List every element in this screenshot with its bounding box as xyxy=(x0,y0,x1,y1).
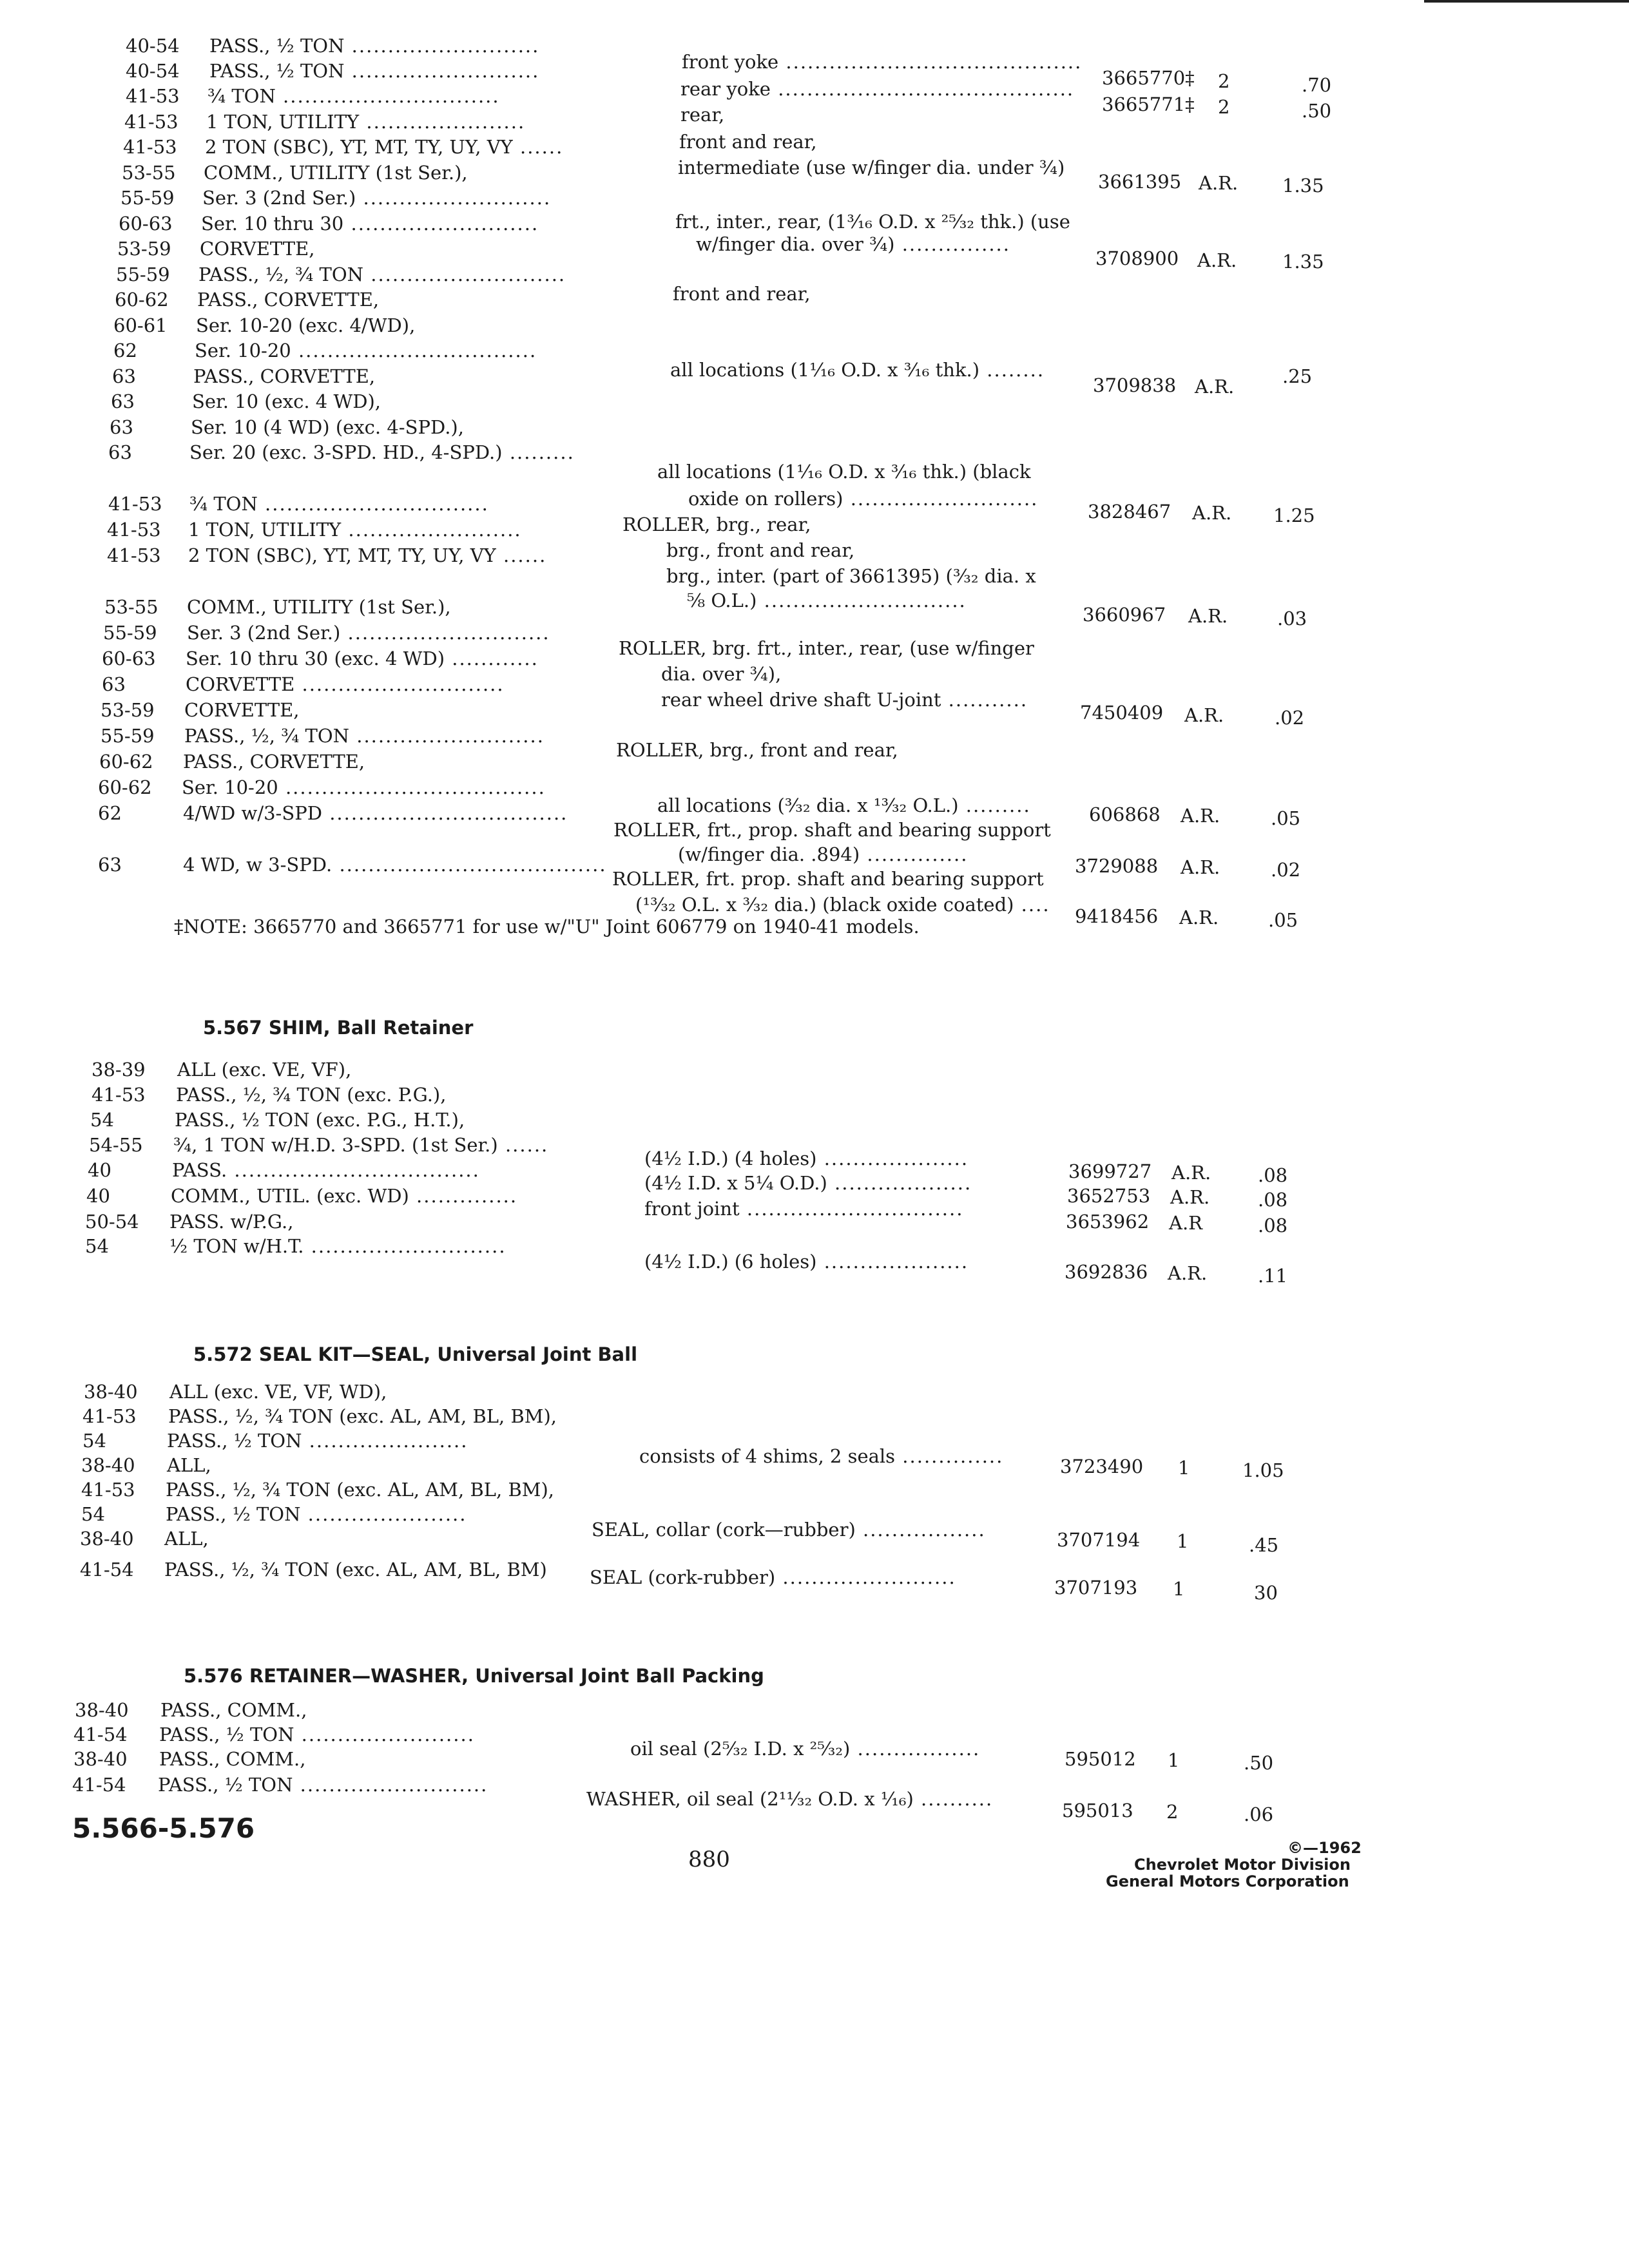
model-year: 53-55 xyxy=(104,596,159,618)
part-desc: (4½ I.D. x 5¼ O.D.) ................... xyxy=(644,1172,972,1194)
model-year: 60-63 xyxy=(119,213,173,235)
model-desc: Ser. 10 (4 WD) (exc. 4-SPD.), xyxy=(191,416,464,438)
part-desc: all locations (1¹⁄₁₆ O.D. x ³⁄₁₆ thk.) ........ xyxy=(670,359,1045,381)
copyright: ©—1962 xyxy=(1287,1839,1362,1857)
part-desc: ROLLER, brg., front and rear, xyxy=(616,739,898,761)
model-year: 63 xyxy=(110,416,133,438)
section-heading: 5.572 SEAL KIT—SEAL, Universal Joint Ball xyxy=(193,1343,638,1365)
part-number: 3723490 xyxy=(1060,1456,1144,1477)
part-number: 595012 xyxy=(1065,1748,1136,1770)
model-year: 60-62 xyxy=(98,776,152,798)
model-year: 40-54 xyxy=(126,35,180,57)
model-desc: Ser. 10 thru 30 .......................... xyxy=(201,213,539,235)
part-desc: w/finger dia. over ¾) ............... xyxy=(696,233,1010,255)
model-desc: 2 TON (SBC), YT, MT, TY, UY, VY ...... xyxy=(205,136,564,158)
model-year: 41-53 xyxy=(107,519,161,541)
section-heading: 5.567 SHIM, Ball Retainer xyxy=(203,1017,474,1039)
model-desc: ½ TON w/H.T. ........................... xyxy=(169,1235,506,1257)
model-year: 63 xyxy=(102,673,126,695)
part-desc: rear yoke ......................................... xyxy=(680,78,1075,100)
model-desc: PASS. .................................. xyxy=(172,1159,480,1181)
part-desc: (¹³⁄₃₂ O.L. x ³⁄₃₂ dia.) (black oxide coated) .... xyxy=(635,894,1050,916)
model-desc: ALL (exc. VE, VF), xyxy=(177,1059,352,1081)
quantity: A.R. xyxy=(1168,1262,1208,1284)
quantity: A.R. xyxy=(1195,376,1235,398)
model-desc: CORVETTE, xyxy=(184,699,300,721)
model-desc: PASS., ½ TON ...................... xyxy=(166,1503,467,1525)
model-year: 50-54 xyxy=(85,1211,139,1233)
model-year: 41-53 xyxy=(108,493,162,515)
model-year: 60-62 xyxy=(115,289,169,311)
model-year: 40 xyxy=(88,1159,111,1181)
model-year: 54 xyxy=(85,1235,109,1257)
part-desc: (4½ I.D.) (6 holes) .................... xyxy=(644,1251,969,1273)
model-desc: PASS., ½ TON (exc. P.G., H.T.), xyxy=(175,1109,465,1131)
quantity: A.R. xyxy=(1188,605,1228,627)
part-number: 3692836 xyxy=(1065,1261,1148,1283)
price: .45 xyxy=(1249,1534,1279,1556)
model-desc: 1 TON, UTILITY ........................ xyxy=(188,519,522,541)
price: .50 xyxy=(1302,100,1332,122)
model-year: 54 xyxy=(90,1109,114,1131)
section-heading: 5.576 RETAINER—WASHER, Universal Joint Ball Packing xyxy=(184,1665,764,1687)
model-year: 41-53 xyxy=(82,1405,137,1427)
model-year: 38-40 xyxy=(73,1748,128,1770)
part-desc: ROLLER, frt. prop. shaft and bearing support xyxy=(612,868,1044,890)
model-desc: 1 TON, UTILITY ...................... xyxy=(206,111,526,133)
model-desc: 2 TON (SBC), YT, MT, TY, UY, VY ...... xyxy=(188,544,547,566)
part-number: 606868 xyxy=(1089,803,1161,825)
part-number: 3652753 xyxy=(1067,1185,1151,1207)
part-number: 3709838 xyxy=(1093,374,1177,396)
model-desc: ALL, xyxy=(164,1528,209,1550)
model-desc: PASS., ½, ¾ TON (exc. AL, AM, BL, BM), xyxy=(168,1405,557,1427)
price: .05 xyxy=(1268,909,1298,931)
price: .02 xyxy=(1271,859,1301,881)
model-desc: Ser. 20 (exc. 3-SPD. HD., 4-SPD.) ......... xyxy=(189,441,575,463)
quantity: 1 xyxy=(1178,1457,1190,1479)
price: .11 xyxy=(1258,1265,1288,1287)
model-desc: PASS., ½, ¾ TON ........................... xyxy=(198,264,566,285)
quantity: A.R. xyxy=(1181,805,1220,827)
quantity: A.R. xyxy=(1179,907,1219,928)
part-desc: frt., inter., rear, (1³⁄₁₆ O.D. x ²⁵⁄₃₂ thk.) (use xyxy=(675,211,1070,233)
part-number: 3729088 xyxy=(1075,855,1159,877)
price: .50 xyxy=(1244,1752,1274,1774)
part-desc: brg., inter. (part of 3661395) (³⁄₃₂ dia. x xyxy=(666,565,1036,587)
part-desc: SEAL (cork-rubber) ........................ xyxy=(590,1566,956,1588)
model-year: 41-53 xyxy=(126,85,180,107)
model-desc: PASS., COMM., xyxy=(159,1748,306,1770)
part-number: 3707193 xyxy=(1054,1577,1138,1599)
footnote: ‡NOTE: 3665770 and 3665771 for use w/"U" Joint 606779 on 1940-41 models. xyxy=(174,916,920,937)
quantity: 2 xyxy=(1166,1801,1179,1823)
quantity: 2 xyxy=(1218,96,1230,118)
model-desc: ALL, xyxy=(167,1454,211,1476)
model-desc: 4/WD w/3-SPD ................................. xyxy=(183,802,568,824)
part-number: 3653962 xyxy=(1066,1211,1150,1233)
model-desc: PASS., ½ TON .......................... xyxy=(209,35,540,57)
part-desc: (4½ I.D.) (4 holes) .................... xyxy=(644,1148,969,1169)
part-desc: SEAL, collar (cork—rubber) ................. xyxy=(592,1519,986,1541)
model-desc: ¾ TON .............................. xyxy=(207,85,500,107)
quantity: A.R. xyxy=(1170,1186,1210,1208)
model-year: 41-53 xyxy=(92,1084,146,1106)
part-number: 3708900 xyxy=(1095,247,1179,269)
quantity: A.R. xyxy=(1184,704,1224,726)
quantity: 1 xyxy=(1177,1530,1189,1552)
model-desc: PASS., ½ TON .......................... xyxy=(158,1774,488,1796)
model-year: 63 xyxy=(108,441,132,463)
page-number: 880 xyxy=(688,1847,730,1872)
model-desc: COMM., UTILITY (1st Ser.), xyxy=(187,596,451,618)
model-year: 62 xyxy=(113,340,137,361)
part-desc: all locations (1¹⁄₁₆ O.D. x ³⁄₁₆ thk.) (black xyxy=(657,461,1031,483)
model-year: 38-40 xyxy=(84,1381,138,1403)
price: .05 xyxy=(1271,807,1301,829)
model-year: 54-55 xyxy=(89,1134,143,1156)
model-year: 60-61 xyxy=(113,314,168,336)
model-desc: CORVETTE, xyxy=(200,238,315,260)
part-desc: WASHER, oil seal (2¹¹⁄₃₂ O.D. x ¹⁄₁₆) .......... xyxy=(586,1788,994,1810)
part-desc: ROLLER, brg., rear, xyxy=(622,514,811,535)
model-desc: PASS., ½, ¾ TON (exc. P.G.), xyxy=(176,1084,447,1106)
part-number: 3665770‡ xyxy=(1102,67,1195,89)
price: 1.05 xyxy=(1242,1459,1284,1481)
price: .02 xyxy=(1275,707,1305,729)
model-year: 54 xyxy=(81,1503,105,1525)
publisher-corp: General Motors Corporation xyxy=(1106,1872,1349,1890)
model-year: 60-62 xyxy=(99,751,153,773)
part-desc: all locations (³⁄₃₂ dia. x ¹³⁄₃₂ O.L.) ......... xyxy=(657,794,1031,816)
model-year: 63 xyxy=(98,854,122,876)
part-desc: intermediate (use w/finger dia. under ¾) xyxy=(678,157,1065,178)
model-year: 38-39 xyxy=(92,1059,146,1081)
part-desc: ROLLER, frt., prop. shaft and bearing support xyxy=(613,819,1051,841)
model-desc: PASS., ½, ¾ TON .......................... xyxy=(184,725,545,747)
model-year: 38-40 xyxy=(80,1528,134,1550)
model-year: 41-53 xyxy=(81,1479,135,1501)
quantity: A.R. xyxy=(1171,1162,1211,1184)
top-rule xyxy=(1424,0,1629,3)
quantity: 2 xyxy=(1218,70,1230,92)
model-year: 62 xyxy=(98,802,122,824)
part-number: 3665771‡ xyxy=(1102,93,1195,115)
publisher-division: Chevrolet Motor Division xyxy=(1134,1856,1351,1874)
model-desc: PASS., CORVETTE, xyxy=(193,365,376,387)
part-desc: ⅝ O.L.) ............................ xyxy=(687,590,967,611)
model-year: 40-54 xyxy=(126,60,180,82)
part-desc: oxide on rollers) .......................... xyxy=(688,488,1039,510)
part-desc: dia. over ¾), xyxy=(661,663,782,685)
model-desc: PASS., ½ TON .......................... xyxy=(209,60,540,82)
part-desc: front and rear, xyxy=(679,131,817,153)
part-desc: front yoke ......................................... xyxy=(682,51,1083,73)
model-year: 63 xyxy=(111,390,135,412)
price: .08 xyxy=(1258,1164,1288,1186)
part-desc: oil seal (2⁵⁄₃₂ I.D. x ²⁵⁄₃₂) ................. xyxy=(630,1738,981,1760)
model-desc: PASS., CORVETTE, xyxy=(183,751,365,773)
price: 1.25 xyxy=(1273,505,1315,526)
price: .08 xyxy=(1258,1189,1288,1211)
model-year: 41-54 xyxy=(73,1724,128,1745)
part-number: 9418456 xyxy=(1075,905,1159,927)
model-year: 41-54 xyxy=(72,1774,126,1796)
model-year: 40 xyxy=(86,1185,110,1207)
model-desc: PASS., ½, ¾ TON (exc. AL, AM, BL, BM), xyxy=(166,1479,554,1501)
model-desc: Ser. 10 thru 30 (exc. 4 WD) ............ xyxy=(186,648,539,669)
model-desc: PASS., ½ TON ........................ xyxy=(159,1724,475,1745)
part-desc: ROLLER, brg. frt., inter., rear, (use w/finger xyxy=(619,637,1034,659)
model-year: 41-54 xyxy=(80,1559,134,1581)
part-desc: (w/finger dia. .894) .............. xyxy=(678,843,969,865)
quantity: 1 xyxy=(1168,1749,1180,1771)
model-year: 55-59 xyxy=(101,725,155,747)
quantity: A.R xyxy=(1169,1212,1202,1234)
quantity: A.R. xyxy=(1199,172,1239,194)
model-desc: 4 WD, w 3-SPD. ..................................... xyxy=(183,854,607,876)
part-desc: front and rear, xyxy=(673,283,811,305)
model-desc: PASS., CORVETTE, xyxy=(197,289,380,311)
quantity: A.R. xyxy=(1192,502,1232,524)
price: .03 xyxy=(1277,608,1307,629)
model-desc: PASS., COMM., xyxy=(160,1699,307,1721)
model-desc: Ser. 3 (2nd Ser.) .......................... xyxy=(202,187,552,209)
part-number: 3660967 xyxy=(1083,604,1166,626)
part-number: 3707194 xyxy=(1057,1529,1141,1551)
model-year: 55-59 xyxy=(120,187,175,209)
model-year: 53-59 xyxy=(117,238,171,260)
model-desc: ¾ TON ............................... xyxy=(189,493,489,515)
price: 1.35 xyxy=(1282,251,1324,273)
model-desc: COMM., UTILITY (1st Ser.), xyxy=(204,162,468,184)
model-year: 53-59 xyxy=(101,699,155,721)
model-year: 41-53 xyxy=(123,136,177,158)
part-desc: rear wheel drive shaft U-joint ........... xyxy=(661,689,1028,711)
price: 1.35 xyxy=(1282,175,1324,197)
part-number: 3828467 xyxy=(1088,501,1171,523)
model-desc: CORVETTE ............................ xyxy=(186,673,505,695)
model-desc: PASS., ½, ¾ TON (exc. AL, AM, BL, BM) xyxy=(164,1559,547,1581)
model-year: 55-59 xyxy=(116,264,170,285)
quantity: A.R. xyxy=(1181,856,1220,878)
model-year: 41-53 xyxy=(124,111,178,133)
price: .25 xyxy=(1282,365,1313,387)
model-desc: PASS. w/P.G., xyxy=(169,1211,294,1233)
model-desc: Ser. 3 (2nd Ser.) ............................ xyxy=(187,622,550,644)
model-year: 53-55 xyxy=(122,162,176,184)
part-desc: rear, xyxy=(680,104,725,126)
model-desc: Ser. 10-20 .................................... xyxy=(182,776,546,798)
model-desc: Ser. 10-20 ................................. xyxy=(195,340,537,361)
price: .08 xyxy=(1258,1215,1288,1236)
model-desc: PASS., ½ TON ...................... xyxy=(167,1430,468,1452)
part-number: 595013 xyxy=(1062,1800,1133,1821)
model-year: 41-53 xyxy=(107,544,161,566)
model-desc: COMM., UTIL. (exc. WD) .............. xyxy=(171,1185,518,1207)
price: 30 xyxy=(1254,1582,1278,1604)
price: .06 xyxy=(1244,1803,1274,1825)
part-number: 3661395 xyxy=(1098,171,1182,193)
model-year: 38-40 xyxy=(81,1454,135,1476)
model-year: 60-63 xyxy=(102,648,156,669)
part-number: 7450409 xyxy=(1080,702,1164,724)
quantity: A.R. xyxy=(1197,249,1237,271)
model-desc: ALL (exc. VE, VF, WD), xyxy=(169,1381,387,1403)
price: .70 xyxy=(1302,74,1332,96)
model-desc: ¾, 1 TON w/H.D. 3-SPD. (1st Ser.) ...... xyxy=(173,1134,549,1156)
model-year: 54 xyxy=(82,1430,106,1452)
part-number: 3699727 xyxy=(1068,1160,1152,1182)
page-range: 5.566-5.576 xyxy=(72,1812,255,1844)
part-desc: front joint .............................. xyxy=(644,1198,964,1220)
model-year: 55-59 xyxy=(103,622,157,644)
part-desc: consists of 4 shims, 2 seals .............. xyxy=(639,1445,1004,1467)
model-desc: Ser. 10-20 (exc. 4/WD), xyxy=(196,314,416,336)
model-year: 38-40 xyxy=(75,1699,129,1721)
model-desc: Ser. 10 (exc. 4 WD), xyxy=(192,390,381,412)
part-desc: brg., front and rear, xyxy=(666,539,855,561)
quantity: 1 xyxy=(1173,1578,1185,1600)
model-year: 63 xyxy=(112,365,136,387)
